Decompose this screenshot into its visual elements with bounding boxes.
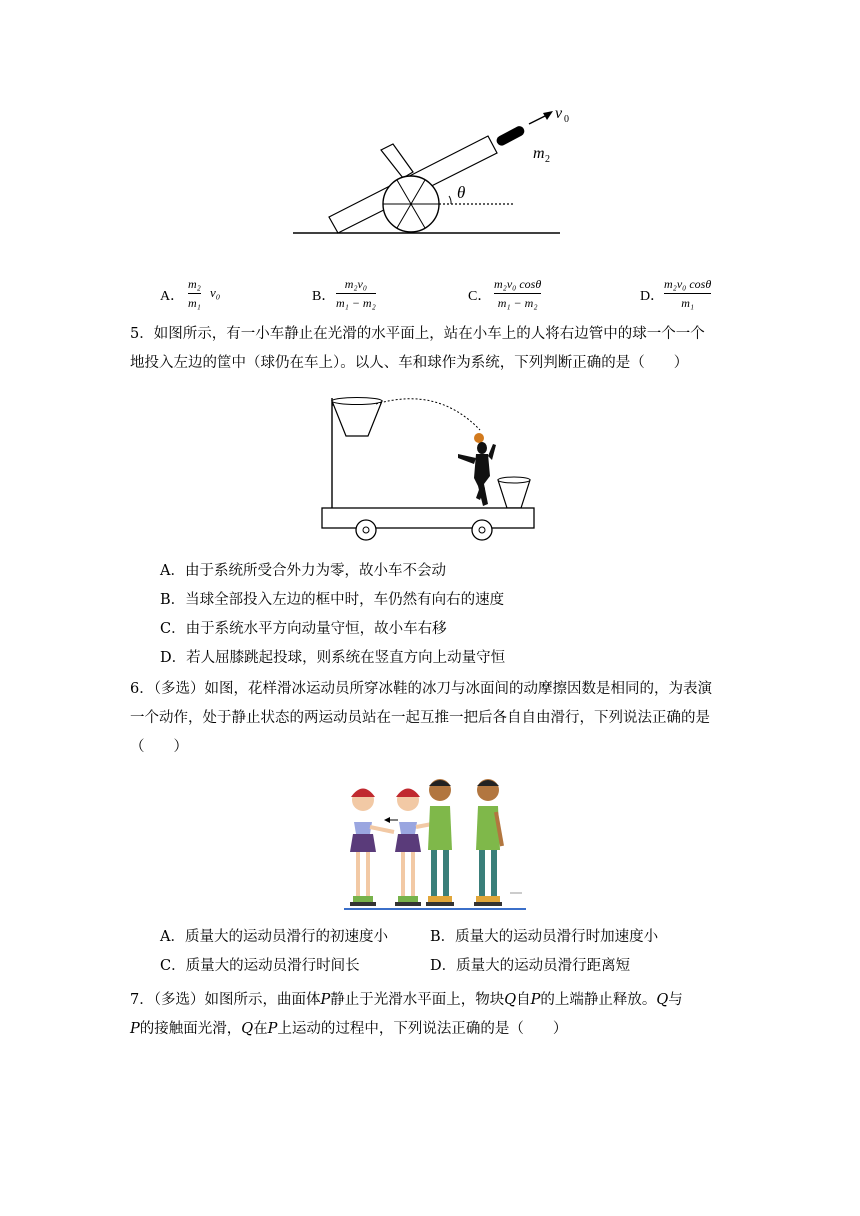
cart-wheel-right: [472, 520, 492, 540]
option-b-fraction: [336, 276, 376, 311]
option-letter: C．: [468, 289, 492, 304]
m-label: m: [533, 145, 545, 162]
cannon-handle: [381, 144, 413, 178]
var-q: Q: [504, 992, 517, 1008]
q5-stem-line2: 地投入左边的筐中（球仍在车上）。以人、车和球作为系统，下列判断正确的是（ ）: [130, 355, 689, 371]
option-d-fraction: [664, 276, 711, 311]
q4-option-b[interactable]: [312, 276, 432, 316]
q6-option-d[interactable]: D．质量大的运动员滑行距离短: [430, 958, 631, 974]
velocity-arrow: [529, 115, 547, 124]
projectile: [495, 124, 526, 147]
skaters-figure: [336, 772, 536, 914]
q5-option-a[interactable]: A．由于系统所受合外力为零，故小车不会动: [160, 563, 446, 579]
girl-skater-right: [395, 789, 432, 907]
q6-stem-line1: 6．（多选）如图，花样滑冰运动员所穿冰鞋的冰刀与冰面间的动摩擦因数是相同的，为表演: [130, 681, 712, 697]
var-p: P: [320, 992, 331, 1008]
q4-option-c[interactable]: [468, 276, 608, 316]
person-silhouette: [458, 433, 496, 506]
var-p: P: [267, 1021, 278, 1037]
q7-text: 7．（多选）如图所示，曲面体: [130, 992, 321, 1008]
q7-text: 的上端静止释放。: [540, 992, 657, 1008]
q7-text: 与: [668, 992, 683, 1008]
q7-text: 上运动的过程中，下列说法正确的是（ ）: [277, 1021, 568, 1037]
q4-option-a[interactable]: [160, 276, 260, 316]
q7-text: 在: [253, 1021, 268, 1037]
var-q: Q: [656, 992, 669, 1008]
q5-option-d[interactable]: D．若人屈膝跳起投球，则系统在竖直方向上动量守恒: [160, 650, 506, 666]
fraction-denominator: m₁: [681, 296, 695, 310]
option-c-fraction: [494, 276, 541, 311]
m-subscript: 2: [545, 154, 550, 165]
fraction-numerator: m₂: [188, 277, 201, 291]
girl-skater-left: [350, 789, 394, 907]
option-a-suffix: v₀: [210, 285, 221, 300]
fraction-numerator: m₂v₀: [344, 277, 368, 291]
fraction-denominator: m₁: [188, 296, 201, 310]
q6-option-a[interactable]: A．质量大的运动员滑行的初速度小: [160, 929, 388, 945]
right-basket: [498, 480, 530, 508]
cart-figure: [318, 392, 540, 544]
option-a-fraction: [188, 276, 201, 311]
var-p: P: [130, 1021, 140, 1037]
q5-stem-line1: 5．如图所示，有一小车静止在光滑的水平面上，站在小车上的人将右边管中的球一个一个: [130, 326, 705, 342]
angle-label: θ: [457, 183, 466, 202]
q7-text: 静止于光滑水平面上，物块: [330, 992, 505, 1008]
q6-stem-line2: 一个动作，处于静止状态的两运动员站在一起互推一把后各自自由滑行，下列说法正确的是: [130, 710, 710, 726]
var-p: P: [530, 992, 541, 1008]
angle-arc: [449, 196, 451, 204]
cannon-wheel: [383, 176, 439, 232]
left-basket: [332, 401, 382, 436]
q5-option-b[interactable]: B．当球全部投入左边的框中时，车仍然有向右的速度: [160, 592, 505, 608]
q6-option-b[interactable]: B．质量大的运动员滑行时加速度小: [430, 929, 659, 945]
fraction-numerator: m₂v₀ cosθ: [494, 277, 542, 291]
cannon-figure: [285, 100, 585, 240]
cart-wheel-left: [356, 520, 376, 540]
option-letter: D．: [640, 289, 665, 304]
q5-option-c[interactable]: C．由于系统水平方向动量守恒，故小车右移: [160, 621, 447, 637]
fraction-denominator: m₁ − m₂: [336, 296, 376, 310]
option-letter: B．: [312, 289, 336, 304]
fraction-denominator: m₁ − m₂: [497, 296, 538, 310]
cart-body: [322, 508, 534, 528]
q4-option-d[interactable]: [640, 276, 780, 316]
q7-stem-line2: [130, 1019, 567, 1039]
option-letter: A．: [160, 289, 185, 304]
q6-option-c[interactable]: C．质量大的运动员滑行时间长: [160, 958, 360, 974]
ball-trajectory: [376, 399, 480, 430]
boy-skater-right: [474, 779, 502, 906]
v-label: v: [555, 105, 563, 122]
q6-stem-line3: （ ）: [130, 739, 188, 755]
q7-text: 自: [516, 992, 531, 1008]
v-subscript: 0: [564, 114, 569, 125]
q7-stem-line1: [130, 990, 683, 1010]
boy-skater-left: [426, 779, 454, 906]
var-q: Q: [241, 1021, 254, 1037]
fraction-numerator: m₂v₀ cosθ: [664, 277, 712, 291]
q7-text: 的接触面光滑，: [139, 1021, 242, 1037]
